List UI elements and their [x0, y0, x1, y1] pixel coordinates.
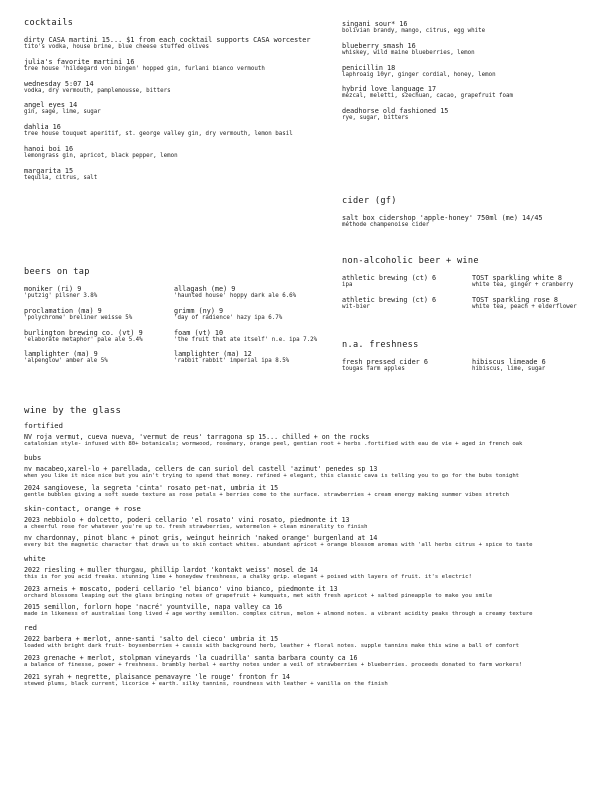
item-name: proclamation (ma) 9 — [24, 306, 102, 315]
cider-desc: méthode champenoise cider — [342, 222, 430, 228]
item-name: TOST sparkling white 8 — [472, 274, 563, 282]
item-description: laphroaig 10yr, ginger cordial, honey, lemon — [342, 71, 496, 78]
item-description: whiskey, wild maine blueberries, lemon — [342, 49, 475, 56]
wine-name: 2024 sangiovese, la segreta 'cinta' rosato pet-nat, umbria it 15 — [24, 483, 279, 492]
wine-description: stewed plums, black current, licorice + earth. silky tannins, roundness with leather + vanilla on the finish — [24, 680, 388, 687]
wine-description: loaded with bright dark fruit- boysenberries + cassis with background herb, leather + floral notes. supple tannins make this wine a ball of comfort — [24, 643, 520, 650]
menu-item — [174, 307, 334, 322]
wine-section — [24, 406, 602, 691]
menu-item — [342, 107, 602, 122]
item-description: 'day of radience' hazy ipa 6.7% — [174, 314, 283, 321]
menu-item — [24, 145, 324, 160]
item-name: dahlia 16 — [24, 123, 61, 132]
item-name: fresh pressed cider 6 — [342, 358, 428, 366]
cocktails-heading: cocktails — [24, 18, 74, 28]
cocktails-section — [24, 18, 324, 189]
wine-category-heading: red — [24, 623, 37, 633]
item-description: hibiscus, lime, sugar — [472, 366, 546, 372]
wine-item — [24, 484, 602, 499]
item-name: hybrid love language 17 — [342, 85, 437, 94]
menu-item — [472, 274, 607, 289]
item-description: vodka, dry vermouth, pamplemousse, bitters — [24, 87, 171, 94]
menu-item — [24, 101, 324, 116]
item-description: mezcal, meletti, szechuan, cacao, grapefruit foam — [342, 93, 514, 100]
item-description: tougas farm apples — [342, 366, 405, 372]
wine-item — [24, 566, 602, 581]
menu-item — [24, 307, 164, 322]
item-description: tito's vodka, house brine, blue cheese stuffed olives — [24, 44, 209, 50]
item-name: lamplighter (ma) 9 — [24, 350, 98, 359]
freshness-grid — [342, 358, 602, 373]
item-name: margarita 15 — [24, 166, 74, 175]
wine-category-heading: fortified — [24, 421, 63, 430]
item-name: burlington brewing co. (vt) 9 — [24, 328, 143, 337]
item-description: rye, sugar, bitters — [342, 115, 409, 122]
item-description: wit-bier — [342, 303, 370, 310]
wine-item — [24, 534, 602, 549]
na-grid — [342, 274, 602, 311]
wine-description: a cheerful rose for whatever you're up to. fresh strawberries, watermelon + clean minerality to finish — [24, 523, 368, 530]
na-heading: non-alcoholic beer + wine — [342, 256, 479, 266]
wine-category-heading: bubs — [24, 453, 42, 462]
wine-item — [24, 635, 602, 650]
wine-name: nv macabeo,xarel-lo + parellada, cellers de can suriol del castell 'azimut' penedes sp 13 — [24, 465, 378, 473]
menu-item — [24, 285, 164, 300]
wine-description: catalonian style- infused with 80+ botanicals; wormwood, rosemary, orange peel, gentian root + herbs .fortified with eau de vie + aged in french oak — [24, 441, 523, 447]
wine-name: 2015 semillon, forlorn hope 'nacré' yountville, napa valley ca 16 — [24, 603, 283, 612]
menu-item — [342, 42, 602, 57]
item-description: 'polychrome' breliner weisse 5% — [24, 314, 133, 321]
item-description: 'haunted house' hoppy dark ale 6.6% — [174, 293, 297, 299]
wine-description: a balance of finesse, power + freshness. brambly herbal + earthy notes under a veil of strawberries + blueberries. proceeds donated to farm workers! — [24, 661, 523, 668]
item-name: moniker (ri) 9 — [24, 285, 82, 293]
beers-heading: beers on tap — [24, 267, 90, 277]
item-name: angel eyes 14 — [24, 101, 78, 110]
menu-item — [174, 285, 334, 300]
wine-list — [24, 421, 602, 688]
menu-item — [24, 167, 324, 182]
item-name: athletic brewing (ct) 6 — [342, 274, 437, 282]
wine-description: made in likeness of australias long lived + age worthy semillon. complex citrus, melon + almond notes. a vibrant acidity peaks through a creamy texture — [24, 611, 533, 618]
wine-description: when you like it nice nice but you ain't trying to spend that money. refined + elegant, this classic cava is telling you to go for the bubs tonight — [24, 473, 520, 479]
wine-item — [24, 654, 602, 669]
item-description: 'elaborate metaphor' pale ale 5.4% — [24, 336, 143, 343]
wine-name: NV roja vermut, cueva nueva, 'vermut de reus' tarragona sp 15... chilled + on the rocks — [24, 433, 370, 441]
wine-item — [24, 673, 602, 688]
item-name: TOST sparkling rose 8 — [472, 295, 558, 304]
menu-item — [472, 358, 607, 373]
menu-item — [174, 329, 334, 344]
item-name: grimm (ny) 9 — [174, 306, 224, 315]
item-name: singani sour* 16 — [342, 20, 408, 28]
item-name: dirty CASA martini 15... $1 from each cocktail supports CASA worcester — [24, 36, 311, 44]
menu-item — [24, 123, 324, 138]
wine-name: 2022 barbera + merlot, anne-santi 'salto del cieco' umbria it 15 — [24, 635, 279, 644]
wine-item — [24, 433, 602, 448]
menu-item — [472, 296, 607, 311]
item-name: deadhorse old fashioned 15 — [342, 107, 449, 116]
menu-item — [24, 329, 164, 344]
wine-category-heading: skin-contact, orange + rose — [24, 503, 141, 513]
wine-description: this is for you acid freaks. stunning lime + honeydew freshness, a chalky grip. elegant + poised with layers of fruit. it's electric! — [24, 574, 472, 581]
item-name: penicillin 18 — [342, 63, 396, 72]
freshness-heading: n.a. freshness — [342, 340, 419, 350]
wine-category-heading: white — [24, 554, 46, 564]
beers-section — [24, 267, 334, 366]
item-name: athletic brewing (ct) 6 — [342, 295, 437, 304]
wine-name: 2023 grenache + merlot, stolpman vineyards 'la cuadrilla' santa barbara county ca 16 — [24, 653, 358, 662]
menu-item — [24, 58, 324, 73]
menu-item — [342, 64, 602, 79]
menu-item — [174, 350, 334, 365]
cider-section — [342, 196, 602, 229]
wine-heading: wine by the glass — [24, 406, 122, 416]
item-name: hibiscus limeade 6 — [472, 358, 546, 366]
item-name: foam (vt) 10 — [174, 328, 224, 337]
item-name: lamplighter (ma) 12 — [174, 350, 252, 359]
cider-heading: cider (gf) — [342, 196, 397, 206]
item-name: allagash (me) 9 — [174, 285, 236, 293]
menu-item — [342, 20, 602, 35]
freshness-section — [342, 340, 602, 373]
wine-item — [24, 585, 602, 600]
item-name: julia's favorite martini 16 — [24, 57, 135, 66]
menu-item — [342, 274, 462, 289]
wine-item — [24, 516, 602, 531]
menu-item — [342, 358, 462, 373]
wine-name: nv chardonnay, pinot blanc + pinot gris, weingut heinrich 'naked orange' burgenland at 14 — [24, 534, 378, 543]
item-description: lemongrass gin, apricot, black pepper, lemon — [24, 152, 178, 159]
cocktail-right-list — [342, 20, 602, 123]
beer-grid — [24, 285, 334, 366]
wine-name: 2023 arneis + moscato, poderi cellario 'el bianco' vino bianco, piedmonte it 13 — [24, 584, 338, 593]
menu-item — [24, 350, 164, 365]
menu-item — [24, 80, 324, 95]
na-section — [342, 256, 602, 311]
wine-item — [24, 603, 602, 618]
wine-item — [24, 465, 602, 480]
item-description: tequila, citrus, salt — [24, 174, 98, 181]
wine-description: orchard blossoms leaping out the glass bringing notes of grapefruit + kumquats, met with fresh apricot + salted pineapple to make you smile — [24, 592, 493, 599]
menu-item — [342, 85, 602, 100]
item-name: blueberry smash 16 — [342, 41, 416, 50]
item-description: 'rabbit rabbit' imperial ipa 8.5% — [174, 358, 290, 365]
wine-description: every bit the magnetic character that draws us to skin contact whites. abundant apricot + orange blossom aromas with 'all herbs citrus + spice to taste — [24, 542, 533, 549]
item-description: ipa — [342, 282, 353, 288]
item-name: hanoi boi 16 — [24, 144, 74, 153]
item-description: 'the fruit that ate itself' n.e. ipa 7.2% — [174, 336, 318, 343]
wine-name: 2021 syrah + negrette, plaisance penavayre 'le rouge' fronton fr 14 — [24, 672, 290, 681]
item-description: tree house touquet aperitif, st. george valley gin, dry vermouth, lemon basil — [24, 131, 293, 138]
cider-name: salt box cidershop 'apple-honey' 750ml (me) 14/45 — [342, 214, 543, 222]
menu-item — [24, 36, 324, 51]
item-description: gin, sage, lime, sugar — [24, 109, 101, 116]
wine-name: 2023 nebbiolo + dolcetto, poderi cellario 'el rosato' vini rosato, piedmonte it 13 — [24, 515, 350, 524]
item-description: 'alpenglow' amber ale 5% — [24, 358, 108, 365]
item-description: 'putzig' pilsner 3.8% — [24, 293, 98, 299]
cocktail-list — [24, 36, 324, 182]
cocktails-right-column — [342, 20, 602, 129]
wine-description: gentle bubbles giving a soft suede texture as rose petals + berries come to the surface. strawberries + cream energy making summer vibes stretch — [24, 491, 509, 498]
item-description: bolivian brandy, mango, citrus, egg white — [342, 28, 486, 34]
item-description: tree house 'hildegard von bingen' hopped gin, furlani bianco vermouth — [24, 65, 265, 72]
item-description: white tea, ginger + cranberry — [472, 282, 574, 288]
menu-item — [342, 296, 462, 311]
item-description: white tea, peach + elderflower — [472, 303, 577, 310]
wine-name: 2022 riesling + muller thurgau, phillip lardot 'kontakt weiss' mosel de 14 — [24, 566, 318, 575]
item-name: wednesday 5:07 14 — [24, 79, 94, 88]
